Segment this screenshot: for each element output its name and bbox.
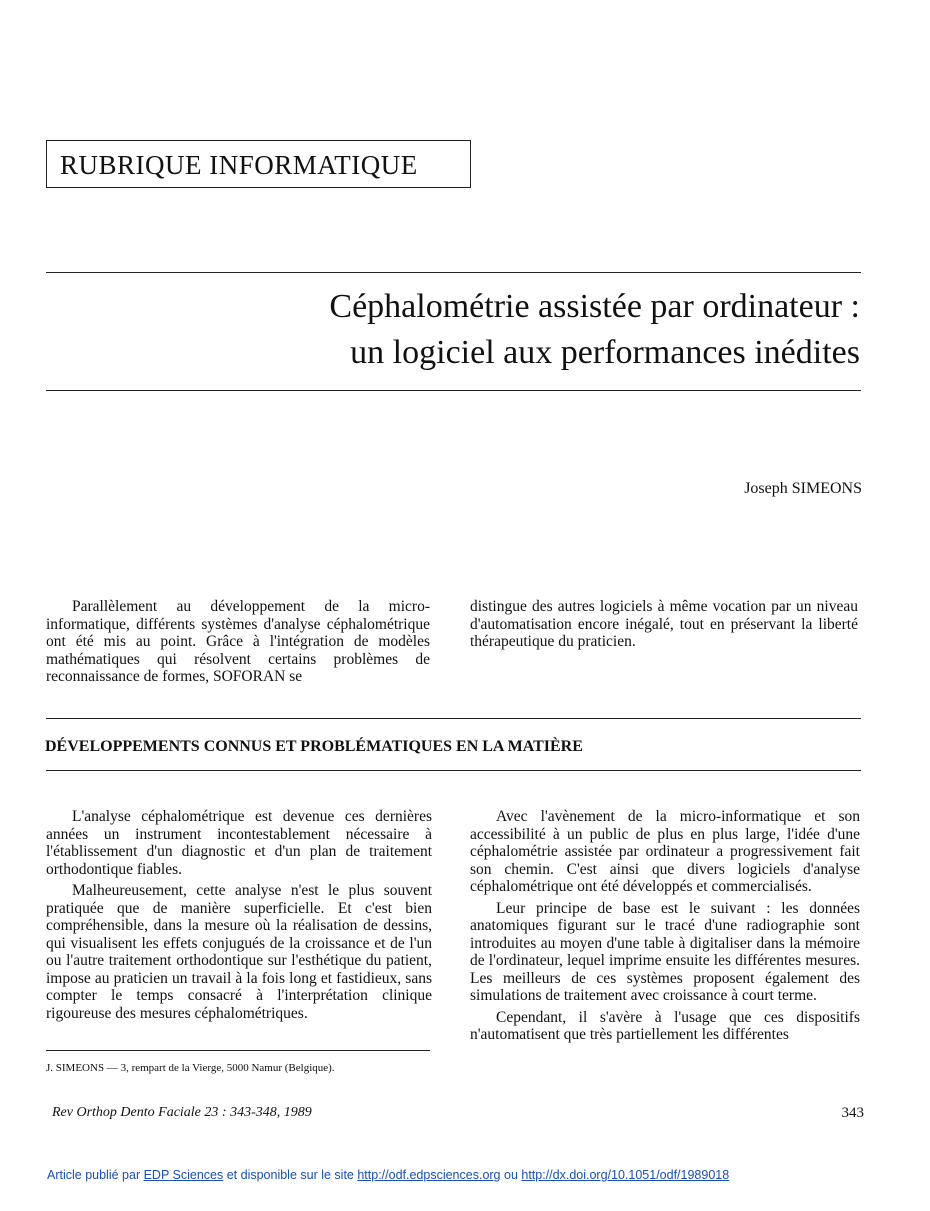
paragraph: L'analyse céphalométrique est devenue ces dernières années un instrument incontestablement nécessaire à l'établissement d'un diagnostic et d'un plan de traitement orthodontique fiables. (46, 808, 432, 878)
author: Joseph SIMEONS (744, 480, 862, 497)
notice-prefix: Article publié par (47, 1168, 144, 1182)
title-rule-top (46, 272, 861, 273)
paragraph: Cependant, il s'avère à l'usage que ces dispositifs n'automatisent que très partiellement les différentes (470, 1008, 860, 1043)
paragraph: Avec l'avènement de la micro-informatique et son accessibilité à un public de plus en plus large, l'idée d'une céphalométrie assistée par ordinateur a progressivement fait son chemin. C'est ainsi que divers logiciels d'analyse céphalométrique ont été développés et commercialisés. (470, 808, 860, 895)
section-rule-bottom (46, 770, 861, 771)
footnote: J. SIMEONS — 3, rempart de la Vierge, 5000 Namur (Belgique). (46, 1062, 335, 1074)
publication-notice (47, 1168, 729, 1182)
paragraph: Malheureusement, cette analyse n'est le plus souvent pratiquée que de manière superficielle. Et c'est bien compréhensible, dans la mesure où la réalisation de dessins, qui visualisent les effets conjugués de la croissance et de l'un ou l'autre traitement orthodontique sur l'esthétique du patient, impose au praticien un travail à la fois long et fastidieux, sans compter le temps consacré à l'interprétation clinique rigoureuse des mesures céphalométriques. (46, 882, 432, 1022)
abstract-left (46, 598, 430, 686)
publisher-link[interactable]: EDP Sciences (143, 1168, 224, 1182)
doi-link[interactable]: http://dx.doi.org/10.1051/odf/1989018 (521, 1168, 730, 1182)
body-right-column (470, 808, 860, 1044)
body-left-column (46, 808, 432, 1022)
page-number: 343 (841, 1105, 864, 1121)
notice-or: ou (500, 1168, 522, 1182)
title-line-2: un logiciel aux performances inédites (350, 334, 860, 371)
notice-middle: et disponible sur le site (223, 1168, 358, 1182)
title-rule-bottom (46, 390, 861, 391)
paragraph: Leur principe de base est le suivant : les données anatomiques figurant sur le tracé d'une radiographie sont introduites au moyen d'une table à digitaliser dans la mémoire de l'ordinateur, lequel imprime ensuite les différentes mesures. Les meilleurs de ces systèmes proposent également des simulations de traitement avec croissance à court terme. (470, 899, 860, 1004)
site-link[interactable]: http://odf.edpsciences.org (357, 1168, 501, 1182)
footnote-rule (46, 1050, 430, 1051)
section-rule-top (46, 718, 861, 719)
abstract-left-text: Parallèlement au développement de la micro-informatique, différents systèmes d'analyse céphalométrique ont été mis au point. Grâce à l'intégration de modèles mathématiques qui résolvent certains problèmes de reconnaissance de formes, SOFORAN se (46, 598, 430, 685)
rubrique-label: RUBRIQUE INFORMATIQUE (60, 150, 418, 180)
abstract-right (470, 598, 858, 651)
abstract-right-text: distingue des autres logiciels à même vocation par un niveau d'automatisation encore inégalé, tout en préservant la liberté thérapeutique du praticien. (470, 598, 858, 650)
journal-citation: Rev Orthop Dento Faciale 23 : 343-348, 1989 (52, 1105, 312, 1120)
section-heading: DÉVELOPPEMENTS CONNUS ET PROBLÉMATIQUES EN LA MATIÈRE (45, 738, 583, 755)
article-title (220, 284, 860, 376)
title-line-1: Céphalométrie assistée par ordinateur : (329, 288, 860, 325)
